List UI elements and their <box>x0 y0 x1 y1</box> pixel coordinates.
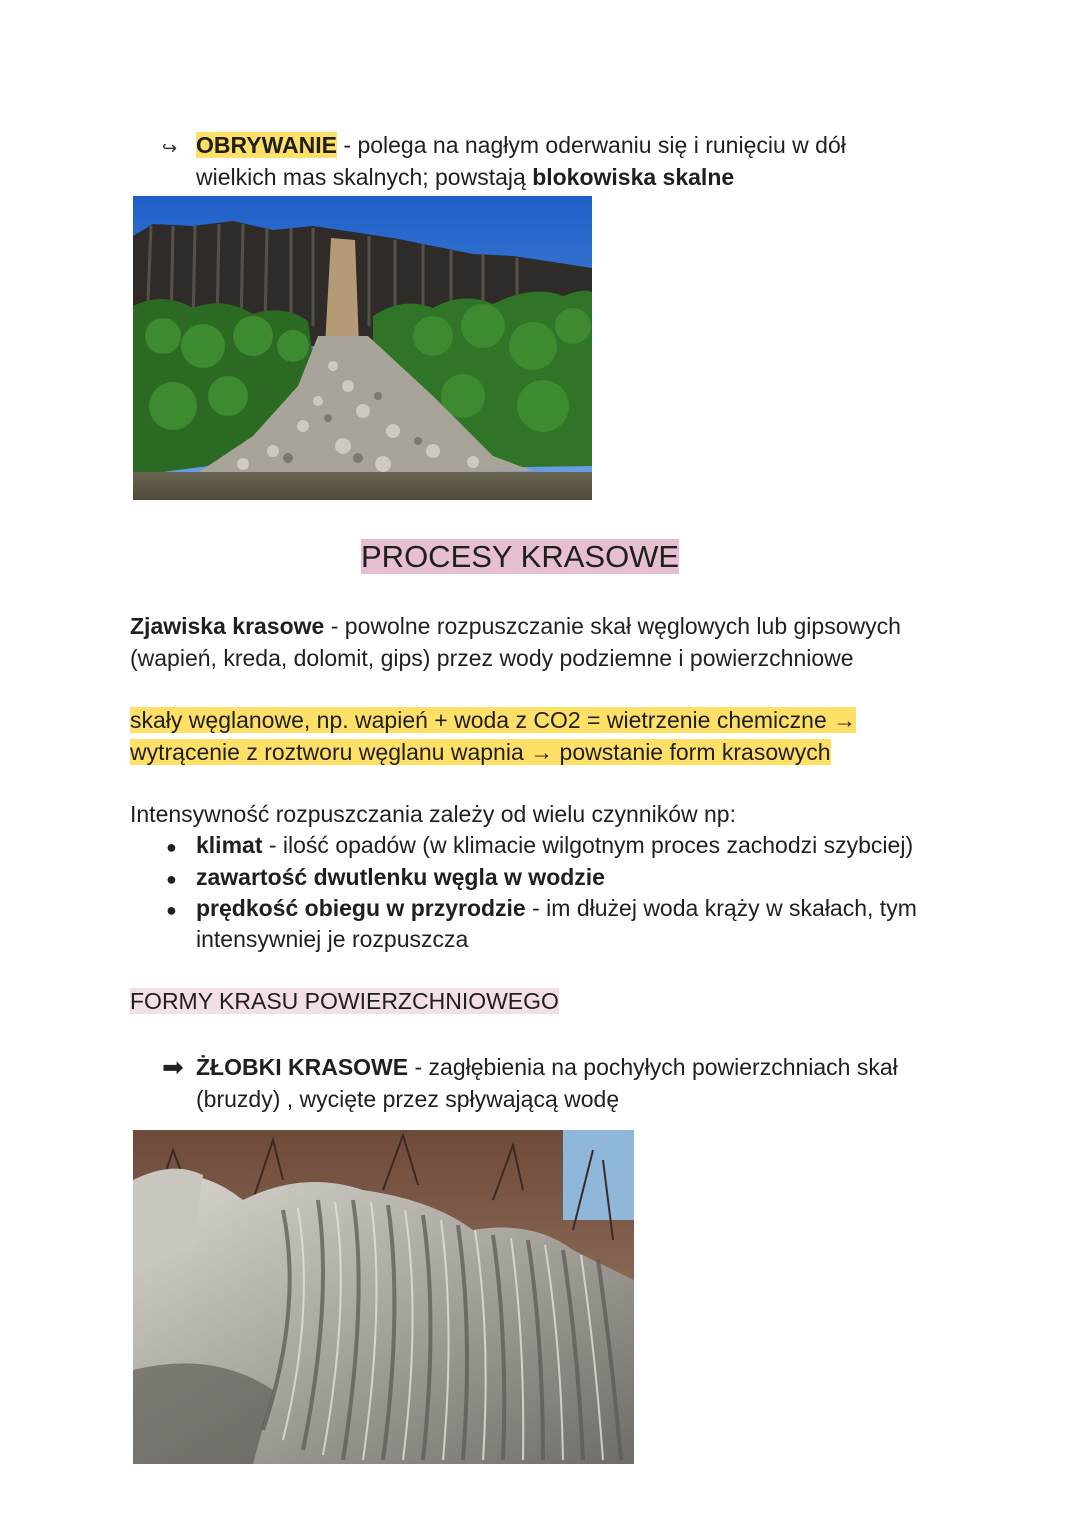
equation-line-1: skały węglanowe, np. wapień + woda z CO2 = wietrzenie chemiczne → <box>130 707 857 733</box>
definition-line-2: (wapień, kreda, dolomit, gips) przez wody podziemne i powierzchniowe <box>130 645 854 671</box>
section-title: PROCESY KRASOWE <box>361 539 680 574</box>
equation-line-2: wytrącenie z roztworu węglanu wapnia → powstanie form krasowych <box>130 739 831 765</box>
factor-item-continuation: intensywniej je rozpuszcza <box>196 926 469 952</box>
curved-arrow-icon: ↪ <box>162 138 178 158</box>
factor-item: zawartość dwutlenku węgla w wodzie <box>196 864 605 890</box>
zlobki-term: ŻŁOBKI KRASOWE <box>196 1054 409 1080</box>
factor-item: klimat - ilość opadów (w klimacie wilgotnym proces zachodzi szybciej) <box>196 832 914 858</box>
factors-intro: Intensywność rozpuszczania zależy od wielu czynników np: <box>130 801 736 827</box>
bullet-icon: ● <box>166 900 177 920</box>
obrywanie-term: OBRYWANIE <box>196 132 337 158</box>
rockfall-photo <box>133 196 592 500</box>
karren-photo <box>133 1130 634 1464</box>
zlobki-line-2: (bruzdy) , wycięte przez spływającą wodę <box>196 1086 620 1112</box>
bold-right-arrow-icon: ➡ <box>162 1052 184 1082</box>
bullet-icon: ● <box>166 837 177 857</box>
obrywanie-line-2: wielkich mas skalnych; powstają blokowiska skalne <box>196 164 735 190</box>
factor-item: prędkość obiegu w przyrodzie - im dłużej woda krąży w skałach, tym <box>196 895 917 921</box>
obrywanie-line-1: OBRYWANIE - polega na nagłym oderwaniu się i runięciu w dół <box>196 132 846 158</box>
definition-line-1: Zjawiska krasowe - powolne rozpuszczanie skał węglowych lub gipsowych <box>130 613 901 639</box>
bullet-icon: ● <box>166 869 177 889</box>
definition-term: Zjawiska krasowe <box>130 613 325 639</box>
zlobki-line-1: ŻŁOBKI KRASOWE - zagłębienia na pochyłych powierzchniach skał <box>196 1054 898 1080</box>
subsection-title: FORMY KRASU POWIERZCHNIOWEGO <box>130 988 559 1014</box>
